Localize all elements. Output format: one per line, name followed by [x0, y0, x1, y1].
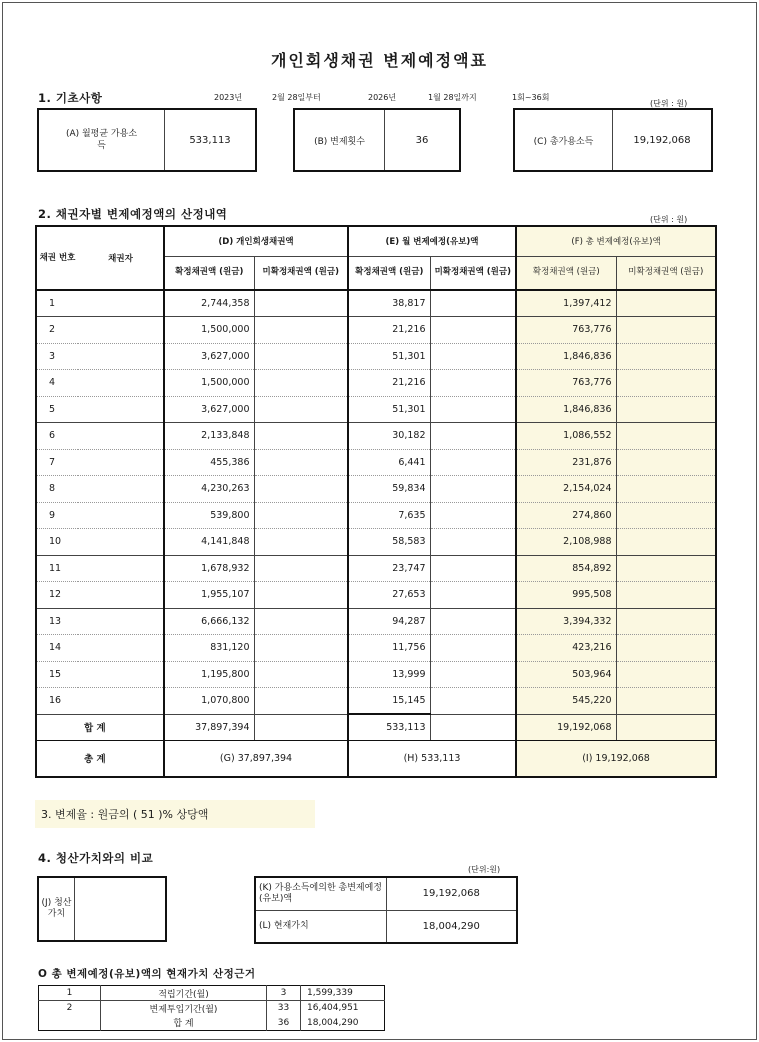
creditor-no: 4: [36, 370, 78, 397]
table-row: [36, 688, 716, 715]
creditor-table: [35, 225, 717, 778]
table-row: [36, 582, 716, 609]
confirmed-claim: 1,678,932: [164, 555, 254, 582]
section1-unit: (단위 : 원): [650, 99, 688, 108]
basis-amount: 1,599,339: [301, 986, 385, 1001]
header-d-unconfirmed: 미확정채권액 (원금): [254, 256, 348, 290]
header-creditor: 채권자: [78, 226, 164, 290]
monthly-payment: 6,441: [348, 449, 430, 476]
unconfirmed-claim: [254, 370, 348, 397]
total-unconfirmed: [616, 608, 716, 635]
total-income-value: 19,192,068: [633, 134, 691, 146]
confirmed-claim: 539,800: [164, 502, 254, 529]
confirmed-claim: 1,955,107: [164, 582, 254, 609]
header-e-confirmed: 확정채권액 (원금): [348, 256, 430, 290]
table-row: [36, 502, 716, 529]
unconfirmed-claim: [254, 582, 348, 609]
header-f: (F) 총 변제예정(유보)액: [516, 226, 716, 256]
monthly-unconfirmed: [430, 343, 516, 370]
monthly-payment: 38,817: [348, 290, 430, 317]
creditor-name: [78, 476, 164, 503]
confirmed-claim: 1,070,800: [164, 688, 254, 715]
section4-unit: (단위:원): [468, 865, 501, 874]
monthly-payment: 27,653: [348, 582, 430, 609]
confirmed-claim: 455,386: [164, 449, 254, 476]
creditor-no: 9: [36, 502, 78, 529]
total-payment: 1,397,412: [516, 290, 616, 317]
total-g: (G) 37,897,394: [164, 741, 348, 777]
total-payment: 763,776: [516, 317, 616, 344]
basis-months: 33: [267, 1001, 301, 1016]
confirmed-claim: 1,195,800: [164, 661, 254, 688]
total-unconfirmed: [616, 635, 716, 662]
total-payment: 503,964: [516, 661, 616, 688]
creditor-no: 3: [36, 343, 78, 370]
l-value: 18,004,290: [422, 920, 480, 932]
sum-f: 19,192,068: [516, 714, 616, 741]
payment-count-box: [293, 108, 461, 172]
table-row: [36, 290, 716, 317]
table-row: [36, 555, 716, 582]
liquidation-value-box: [37, 876, 167, 942]
monthly-payment: 23,747: [348, 555, 430, 582]
total-unconfirmed: [616, 449, 716, 476]
creditor-name: [78, 290, 164, 317]
basis-table: [38, 985, 385, 1031]
header-d-confirmed: 확정채권액 (원금): [164, 256, 254, 290]
unconfirmed-claim: [254, 635, 348, 662]
monthly-unconfirmed: [430, 449, 516, 476]
header-d: (D) 개인회생채권액: [164, 226, 348, 256]
unconfirmed-claim: [254, 555, 348, 582]
header-no: 채권 번호: [36, 226, 78, 290]
creditor-no: 7: [36, 449, 78, 476]
creditor-no: 2: [36, 317, 78, 344]
table-row: [36, 423, 716, 450]
basis-sum-amount: 18,004,290: [307, 1017, 359, 1028]
unconfirmed-claim: [254, 502, 348, 529]
sum-e: 533,113: [348, 714, 430, 741]
unconfirmed-claim: [254, 529, 348, 556]
total-unconfirmed: [616, 555, 716, 582]
total-payment: 3,394,332: [516, 608, 616, 635]
creditor-name: [78, 449, 164, 476]
monthly-unconfirmed: [430, 476, 516, 503]
monthly-payment: 15,145: [348, 688, 430, 715]
basis-amount: 16,404,951: [307, 1003, 359, 1014]
unconfirmed-claim: [254, 343, 348, 370]
unconfirmed-claim: [254, 317, 348, 344]
creditor-no: 14: [36, 635, 78, 662]
creditor-name: [78, 661, 164, 688]
header-e: (E) 월 변제예정(유보)액: [348, 226, 516, 256]
unconfirmed-claim: [254, 688, 348, 715]
monthly-payment: 21,216: [348, 370, 430, 397]
period-start-year: 2023년: [214, 93, 243, 102]
table-row: [36, 449, 716, 476]
monthly-payment: 13,999: [348, 661, 430, 688]
table-row: [36, 635, 716, 662]
monthly-unconfirmed: [430, 290, 516, 317]
total-payment: 2,154,024: [516, 476, 616, 503]
creditor-name: [78, 343, 164, 370]
monthly-payment: 94,287: [348, 608, 430, 635]
creditor-no: 11: [36, 555, 78, 582]
sum-d: 37,897,394: [164, 714, 254, 741]
repayment-rate: 3. 변제율 : 원금의 ( 51 )% 상당액: [35, 800, 315, 828]
total-income-box: [513, 108, 713, 172]
confirmed-claim: 831,120: [164, 635, 254, 662]
k-value: 19,192,068: [386, 877, 517, 910]
total-payment: 231,876: [516, 449, 616, 476]
confirmed-claim: 6,666,132: [164, 608, 254, 635]
basis-no: 2: [39, 1001, 101, 1016]
unconfirmed-claim: [254, 423, 348, 450]
total-h: (H) 533,113: [348, 741, 516, 777]
monthly-unconfirmed: [430, 688, 516, 715]
table-row: [36, 608, 716, 635]
monthly-payment: 11,756: [348, 635, 430, 662]
monthly-unconfirmed: [430, 635, 516, 662]
total-i: (I) 19,192,068: [516, 741, 716, 777]
table-row: [36, 476, 716, 503]
basis-label: 변제투입기간(월): [101, 1001, 267, 1016]
section4-heading: 4. 청산가치와의 비교: [38, 851, 154, 865]
monthly-unconfirmed: [430, 396, 516, 423]
creditor-name: [78, 317, 164, 344]
basis-row: [39, 1001, 385, 1016]
monthly-payment: 58,583: [348, 529, 430, 556]
monthly-payment: 7,635: [348, 502, 430, 529]
basis-sum-label: 합 계: [101, 1016, 267, 1031]
liquidation-value-cell: [75, 878, 165, 940]
creditor-no: 8: [36, 476, 78, 503]
confirmed-claim: 2,744,358: [164, 290, 254, 317]
header-e-unconfirmed: 미확정채권액 (원금): [430, 256, 516, 290]
table-row: [36, 317, 716, 344]
confirmed-claim: 2,133,848: [164, 423, 254, 450]
total-payment: 423,216: [516, 635, 616, 662]
confirmed-claim: 1,500,000: [164, 317, 254, 344]
creditor-name: [78, 555, 164, 582]
basis-heading: O 총 변제예정(유보)액의 현재가치 산정근거: [38, 968, 256, 980]
monthly-income-box: [37, 108, 257, 172]
total-unconfirmed: [616, 396, 716, 423]
period-range: 1회~36회: [512, 93, 550, 102]
total-payment: 274,860: [516, 502, 616, 529]
monthly-unconfirmed: [430, 502, 516, 529]
table-row: [36, 343, 716, 370]
total-unconfirmed: [616, 476, 716, 503]
section1-heading: 1. 기초사항: [38, 91, 103, 105]
total-payment: 545,220: [516, 688, 616, 715]
monthly-income-label: (A) 월평균 가용소득: [39, 110, 165, 170]
unconfirmed-claim: [254, 290, 348, 317]
creditor-name: [78, 423, 164, 450]
basis-row: [39, 986, 385, 1001]
total-payment: 1,086,552: [516, 423, 616, 450]
monthly-payment: 51,301: [348, 396, 430, 423]
total-unconfirmed: [616, 502, 716, 529]
payment-count-label: (B) 변제횟수: [295, 110, 385, 170]
creditor-name: [78, 529, 164, 556]
l-label: (L) 현재가치: [255, 910, 386, 943]
unconfirmed-claim: [254, 396, 348, 423]
creditor-name: [78, 396, 164, 423]
monthly-income-value: 533,113: [189, 134, 231, 146]
monthly-payment: 51,301: [348, 343, 430, 370]
creditor-no: 1: [36, 290, 78, 317]
period-end-year: 2026년: [368, 93, 397, 102]
unconfirmed-claim: [254, 608, 348, 635]
basis-sum-months: 36: [267, 1016, 301, 1031]
creditor-no: 15: [36, 661, 78, 688]
document-title: 개인회생채권 변제예정액표: [270, 51, 489, 70]
creditor-no: 12: [36, 582, 78, 609]
total-payment: 854,892: [516, 555, 616, 582]
confirmed-claim: 4,141,848: [164, 529, 254, 556]
monthly-unconfirmed: [430, 555, 516, 582]
total-unconfirmed: [616, 529, 716, 556]
creditor-no: 5: [36, 396, 78, 423]
monthly-payment: 21,216: [348, 317, 430, 344]
unconfirmed-claim: [254, 449, 348, 476]
total-unconfirmed: [616, 317, 716, 344]
confirmed-claim: 4,230,263: [164, 476, 254, 503]
creditor-name: [78, 608, 164, 635]
total-income-label: (C) 총가용소득: [515, 110, 613, 170]
total-unconfirmed: [616, 343, 716, 370]
creditor-name: [78, 688, 164, 715]
period-start-day: 2월 28일부터: [272, 93, 321, 102]
confirmed-claim: 1,500,000: [164, 370, 254, 397]
creditor-name: [78, 582, 164, 609]
monthly-payment: 30,182: [348, 423, 430, 450]
monthly-unconfirmed: [430, 317, 516, 344]
total-unconfirmed: [616, 582, 716, 609]
total-label: 총 계: [78, 741, 164, 777]
monthly-unconfirmed: [430, 582, 516, 609]
unconfirmed-claim: [254, 661, 348, 688]
total-unconfirmed: [616, 290, 716, 317]
monthly-unconfirmed: [430, 661, 516, 688]
table-row: [36, 396, 716, 423]
liquidation-value-label: (J) 청산 가치: [39, 878, 75, 940]
total-payment: 1,846,836: [516, 343, 616, 370]
table-row: [36, 661, 716, 688]
creditor-name: [78, 635, 164, 662]
payment-count-value: 36: [415, 134, 429, 146]
header-f-unconfirmed: 미확정채권액 (원금): [616, 256, 716, 290]
monthly-unconfirmed: [430, 423, 516, 450]
sum-label: 합 계: [78, 714, 164, 741]
table-row: [36, 370, 716, 397]
confirmed-claim: 3,627,000: [164, 396, 254, 423]
total-unconfirmed: [616, 423, 716, 450]
total-payment: 2,108,988: [516, 529, 616, 556]
basis-label: 적립기간(월): [101, 986, 267, 1001]
monthly-payment: 59,834: [348, 476, 430, 503]
creditor-no: 13: [36, 608, 78, 635]
section2-heading: 2. 채권자별 변제예정액의 산정내역: [38, 207, 228, 221]
creditor-name: [78, 370, 164, 397]
monthly-unconfirmed: [430, 370, 516, 397]
creditor-no: 10: [36, 529, 78, 556]
header-f-confirmed: 확정채권액 (원금): [516, 256, 616, 290]
creditor-no: 16: [36, 688, 78, 715]
creditor-name: [78, 502, 164, 529]
total-payment: 1,846,836: [516, 396, 616, 423]
basis-months: 3: [267, 986, 301, 1001]
monthly-unconfirmed: [430, 529, 516, 556]
total-payment: 995,508: [516, 582, 616, 609]
total-unconfirmed: [616, 661, 716, 688]
total-payment: 763,776: [516, 370, 616, 397]
section2-unit: (단위 : 원): [650, 215, 688, 224]
table-row: [36, 529, 716, 556]
creditor-no: 6: [36, 423, 78, 450]
unconfirmed-claim: [254, 476, 348, 503]
k-label: (K) 가용소득에의한 총변제예정(유보)액: [255, 877, 386, 910]
confirmed-claim: 3,627,000: [164, 343, 254, 370]
comparison-table: [254, 876, 518, 944]
period-end-day: 1월 28일까지: [428, 93, 477, 102]
total-unconfirmed: [616, 370, 716, 397]
monthly-unconfirmed: [430, 608, 516, 635]
total-unconfirmed: [616, 688, 716, 715]
basis-no: 1: [39, 986, 101, 1001]
